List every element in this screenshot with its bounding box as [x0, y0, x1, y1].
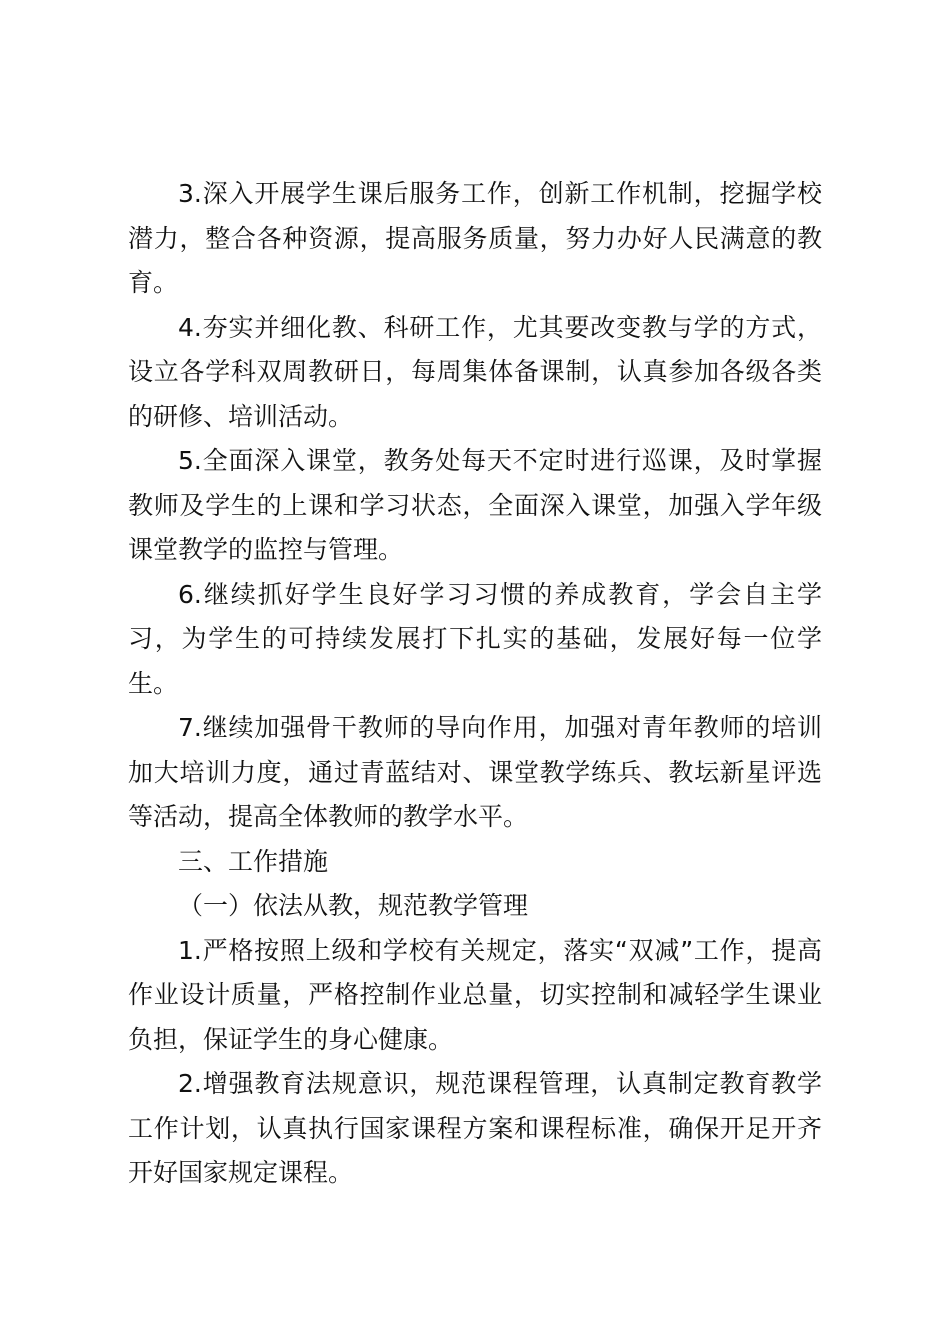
- subsection-heading: （一）依法从教，规范教学管理: [178, 891, 529, 920]
- paragraph-item-7: 7.继续加强骨干教师的导向作用，加强对青年教师的培训加大培训力度，通过青蓝结对、课堂教学练兵、教坛新星评选等活动，提高全体教师的教学水平。: [128, 713, 822, 831]
- paragraph-item-6: 6.继续抓好学生良好学习习惯的养成教育，学会自主学习，为学生的可持续发展打下扎实的基础，发展好每一位学生。: [128, 579, 822, 698]
- paragraph-item-3: 3.深入开展学生课后服务工作，创新工作机制，挖掘学校潜力，整合各种资源，提高服务质量，努力办好人民满意的教育。: [128, 179, 822, 297]
- section-heading: 三、工作措施: [178, 846, 329, 876]
- measure-item-2: 2.增强教育法规意识，规范课程管理，认真制定教育教学工作计划，认真执行国家课程方案和课程标准，确保开足开齐开好国家规定课程。: [128, 1069, 822, 1187]
- paragraph-item-4: 4.夯实并细化教、科研工作，尤其要改变教与学的方式，设立各学科双周教研日，每周集体备课制，认真参加各级各类的研修、培训活动。: [128, 312, 822, 431]
- measure-item-1: 1.严格按照上级和学校有关规定，落实“双减”工作，提高作业设计质量，严格控制作业总量，切实控制和减轻学生课业负担，保证学生的身心健康。: [128, 935, 822, 1054]
- document-page: [128, 172, 822, 1196]
- paragraph-item-5: 5.全面深入课堂，教务处每天不定时进行巡课，及时掌握教师及学生的上课和学习状态，全面深入课堂，加强入学年级课堂教学的监控与管理。: [128, 446, 822, 564]
